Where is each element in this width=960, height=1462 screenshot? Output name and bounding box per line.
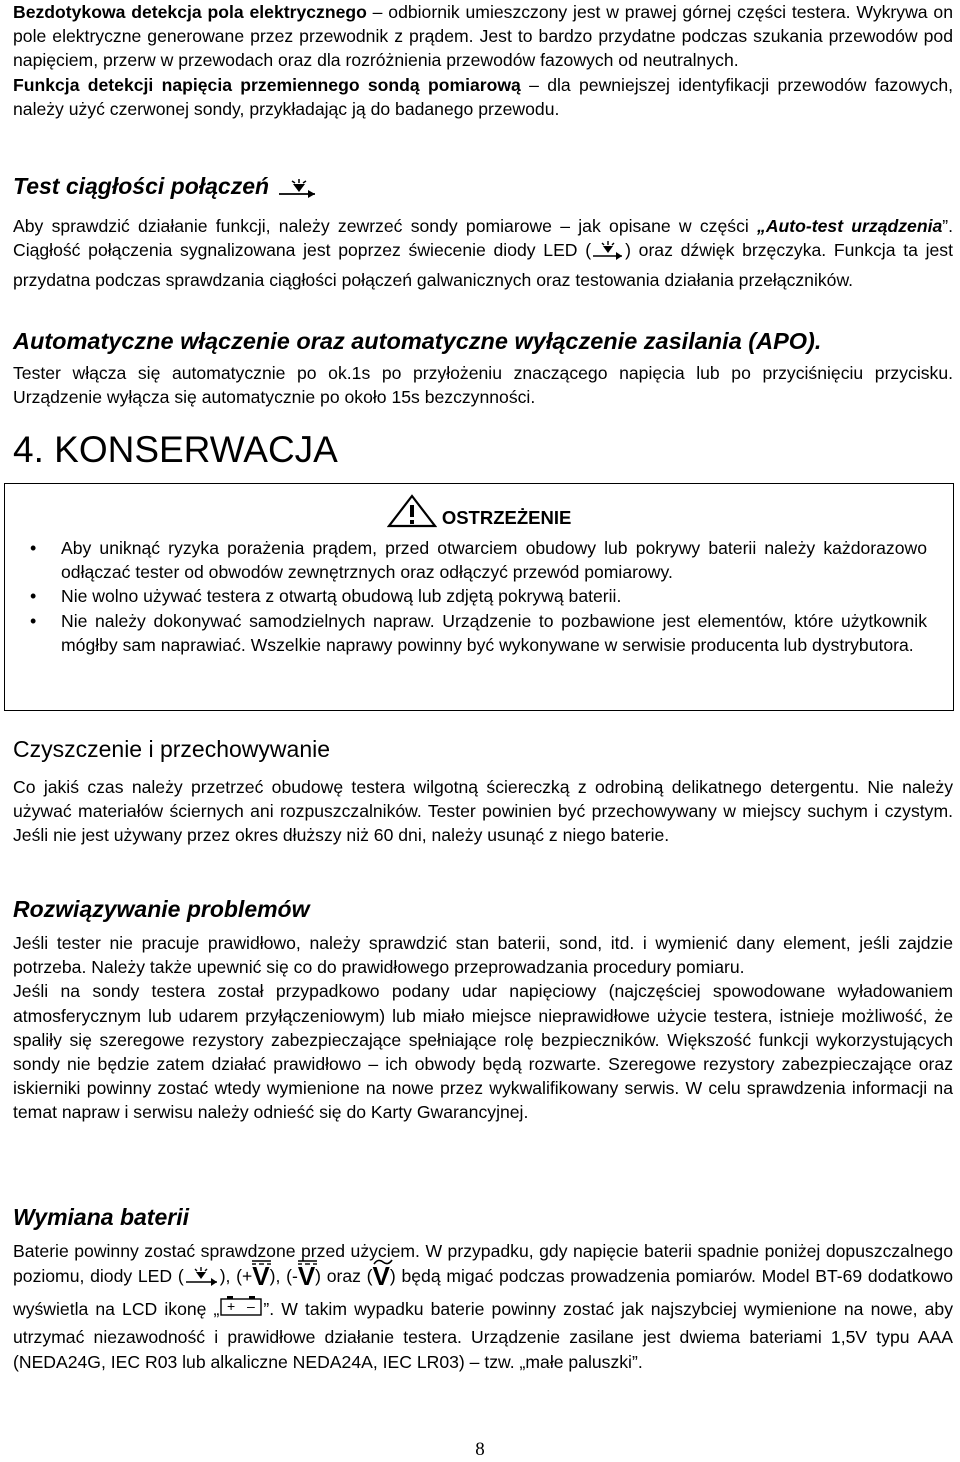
cleaning-text: Co jakiś czas należy przetrzeć obudowę testera wilgotną ściereczką z odrobiną delikatnego detergentu. Nie należy używać materiałów ściernych ani rozpuszczalników. Tester powinien być przechowywany w miejscy suchym i czystym. Jeśli nie jest używany przez okres dłuższy niż 60 dni, należy usunąć z niego baterie. [13, 777, 953, 846]
troubleshooting-text-1: Jeśli tester nie pracuje prawidłowo, należy sprawdzić stan baterii, sond, itd. i wymienić dany element, jeśli zajdzie potrzeba. Należy także upewnić się co do prawidłowego przeprowadzania procedury pomiaru. [13, 933, 953, 978]
dc-voltage-icon: V [297, 1261, 316, 1292]
ac-voltage-icon: V [372, 1261, 390, 1292]
svg-text:+: + [227, 1298, 236, 1315]
autotest-reference: „Auto-test urządzenia [757, 216, 943, 236]
warning-item-2: • Nie wolno używać testera z otwartą obudową lub zdjętą pokrywą baterii. [5, 584, 927, 608]
continuity-section [13, 172, 953, 293]
troubleshooting-title: Rozwiązywanie problemów [13, 896, 310, 922]
apo-title: Automatyczne włączenie oraz automatyczne wyłączenie zasilania (APO). [13, 328, 822, 354]
led-icon [591, 240, 625, 268]
warning-header [5, 494, 953, 536]
page-number: 8 [475, 1439, 485, 1460]
battery-icon [219, 1295, 263, 1324]
battery-text: Baterie powinny zostać sprawdzone przed użyciem. W przypadku, gdy napięcie baterii spadnie poniżej dopuszczalnego poziomu, diody LED ( ), (+V ), (-V ) oraz (V ) będą migać podczas prowadzenia pomiarów. Model BT-69 dodatkowo wyświetla na LCD ikonę „ + – ”. W takim wypadku baterie powinny zostać jak najszybciej wymienione na nowe, aby utrzymać niezawodność i prawidłowe działanie testera. Urządzenie zasilane jest dwiema bateriami 1,5V typu AAA (NEDA24G, IEC R03 lub alkaliczne NEDA24A, IEC LR03) – tzw. „małe paluszki”. [13, 1241, 953, 1372]
troubleshooting-text-2: Jeśli na sondy testera został przypadkowo podany udar napięciowy (najczęściej spowodowane wyładowaniem atmosferycznym lub udarem przyłączeniowym) lub miało miejsce nieprawidłowe użycie testera, istnieje możliwość, że spaliły się szeregowe rezystory zabezpieczające spełniające rolę bezpieczników. Większość funkcji wykorzystujących sondy nie będzie zatem działać prawidłowo – ich obwody będą rozwarte. Szeregowe rezystory zabezpieczające oraz iskierniki powinny zostać wtedy wymienione na nowe przez wykwalifikowany serwis. W celu sprawdzenia informacji na temat napraw i serwisu należy odnieść się do Karty Gwarancyjnej. [13, 981, 953, 1123]
svg-text:–: – [247, 1298, 256, 1315]
led-icon [184, 1266, 220, 1295]
warning-item-3: • Nie należy dokonywać samodzielnych napraw. Urządzenie to pozbawione jest elementów, które użytkownik mógłby sam naprawiać. Wszelkie naprawy powinny być wykonywane w serwisie producenta lub dystrybutora. [5, 609, 927, 657]
warning-triangle-icon [387, 494, 437, 536]
cleaning-section [13, 735, 953, 848]
intro-term-1: Bezdotykowa detekcja pola elektrycznego [13, 2, 367, 22]
warning-title: OSTRZEŻENIE [441, 507, 572, 528]
battery-title: Wymiana baterii [13, 1204, 189, 1230]
continuity-title: Test ciągłości połączeń [13, 172, 953, 206]
warning-list [5, 536, 927, 657]
warning-box [4, 483, 954, 711]
intro-text-2: – dla pewniejszej identyfikacji przewodów fazowych, należy użyć czerwonej sondy, przykładając ją do badanego przewodu. [13, 74, 953, 119]
continuity-led-icon [275, 176, 319, 206]
apo-section [13, 327, 953, 409]
cleaning-title: Czyszczenie i przechowywanie [13, 736, 331, 762]
intro-section [13, 0, 953, 121]
intro-text-1: – odbiornik umieszczony jest w prawej górnej części testera. Wykrywa on pole elektryczne generowane przez przewodnik z prądem. Jest to bardzo przydatne podczas szukania przewodów pod napięciem, przerw w przewodach oraz dla rozróżnienia przewodów fazowych od neutralnych. [13, 2, 953, 71]
intro-term-2: Funkcja detekcji napięcia przemiennego sondą pomiarową [13, 74, 521, 95]
continuity-text: Aby sprawdzić działanie funkcji, należy zewrzeć sondy pomiarowe – jak opisane w części „Auto-test urządzenia”. Ciągłość połączenia sygnalizowana jest poprzez świecenie diody LED ( ) oraz dźwięk brzęczyka. Funkcja ta jest przydatna podczas sprawdzania ciągłości połączeń galwanicznych oraz testowania działania przełączników. [13, 216, 953, 291]
dc-voltage-icon: V [252, 1261, 270, 1292]
apo-text: Tester włącza się automatycznie po ok.1s po przyłożeniu znaczącego napięcia lub po przyciśnięciu przycisku. Urządzenie wyłącza się automatycznie po około 15s bezczynności. [13, 363, 953, 408]
maintenance-title: 4. KONSERWACJA [13, 429, 338, 470]
intro-paragraph-2 [13, 73, 953, 121]
troubleshooting-section [13, 895, 953, 1125]
warning-item-1: • Aby uniknąć ryzyka porażenia prądem, przed otwarciem obudowy lub pokrywy baterii należy każdorazowo odłączać tester od obwodów zewnętrznych oraz odłączyć przewód pomiarowy. [5, 536, 927, 584]
battery-section [13, 1203, 953, 1375]
intro-paragraph-1 [13, 0, 953, 73]
